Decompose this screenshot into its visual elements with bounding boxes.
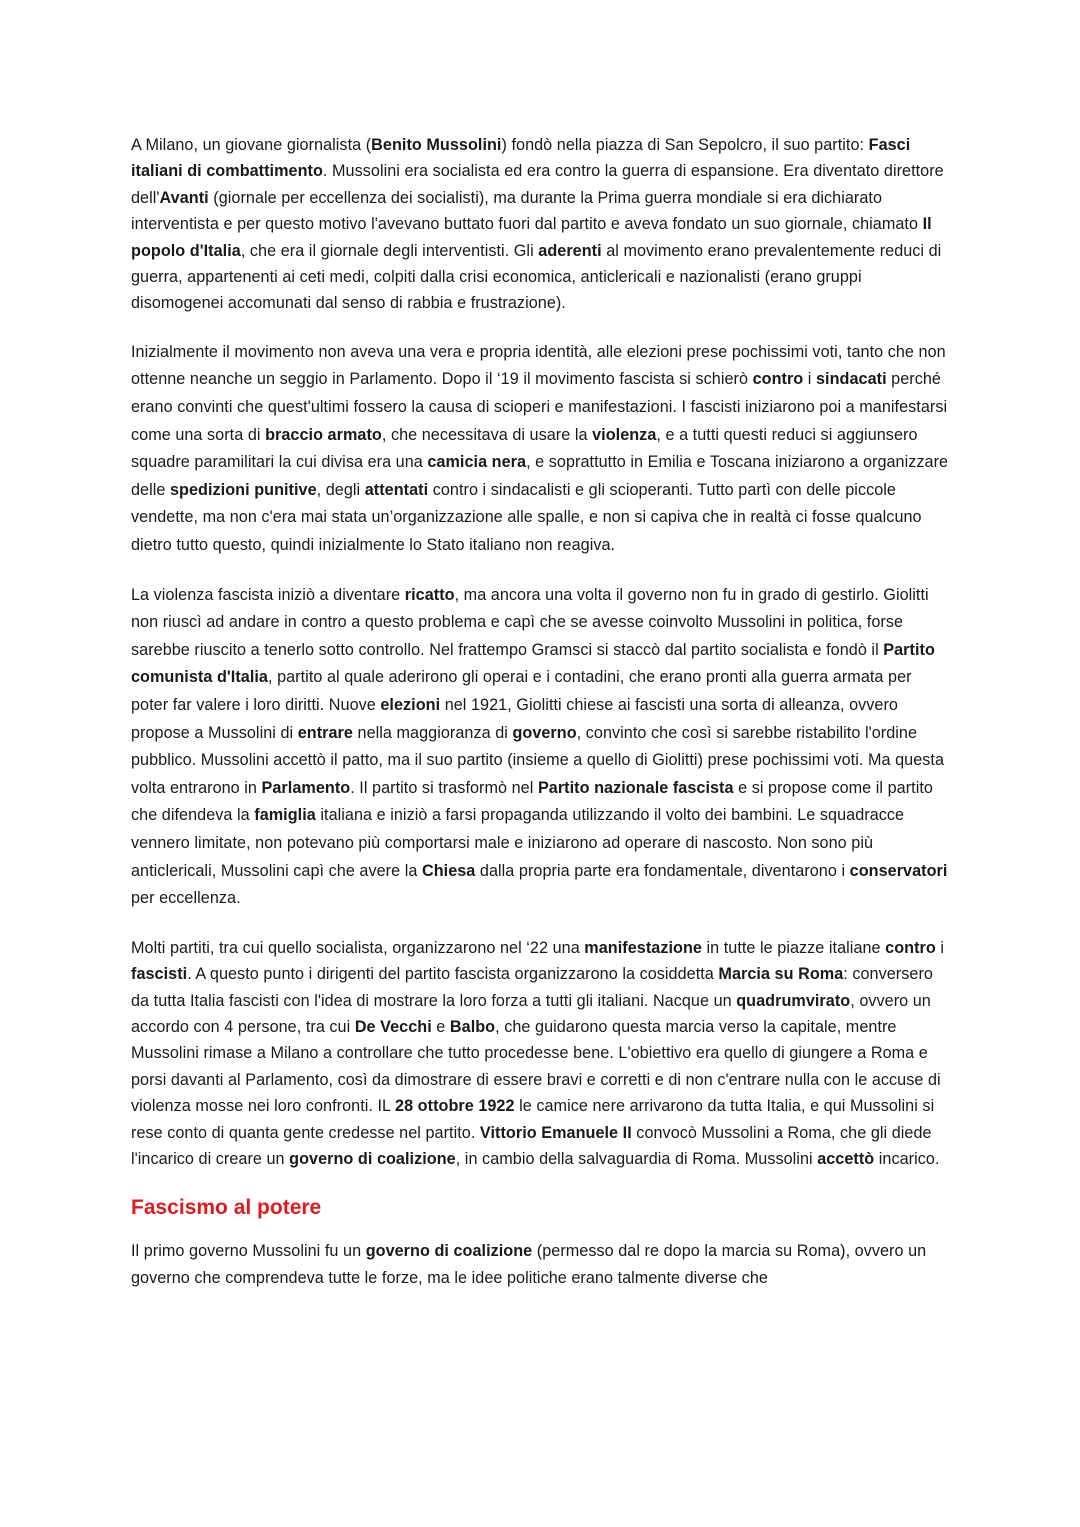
paragraph-early-movement: Inizialmente il movimento non aveva una vera e propria identità, alle elezioni prese pochissimi voti, tanto che non ottenne neanche un seggio in Parlamento. Dopo il ‘19 il movimento fascista si schierò contro i sindacati perché erano convinti che quest'ultimi fossero la causa di scioperi e manifestazioni. I fascisti iniziarono poi a manifestarsi come una sorta di braccio armato, che necessitava di usare la violenza, e a tutti questi reduci si aggiunsero squadre paramilitari la cui divisa era una camicia nera, e soprattutto in Emilia e Toscana iniziarono a organizzare delle spedizioni punitive, degli attentati contro i sindacalisti e gli scioperanti. Tutto partì con delle piccole vendette, ma non c'era mai stata un’organizzazione alle spalle, e non si capiva che in realtà ci fosse qualcuno dietro tutto questo, quindi inizialmente lo Stato italiano non reagiva. (131, 342, 949, 554)
bold-term: governo (512, 723, 577, 742)
bold-term: elezioni (380, 695, 441, 714)
bold-term: conservatori (849, 861, 948, 880)
bold-term: violenza (592, 425, 657, 444)
bold-term: Fasci italiani di combattimento (131, 136, 911, 181)
paragraph-first-government: Il primo governo Mussolini fu un governo di coalizione (permesso dal re dopo la marcia su Roma), ovvero un governo che comprendeva tutte le forze, ma le idee politiche erano talmente diverse che (131, 1242, 927, 1287)
bold-term: accettò (817, 1149, 875, 1168)
bold-term: Il popolo d'Italia (131, 215, 932, 260)
bold-term: Partito nazionale fascista (537, 778, 734, 797)
bold-term: Marcia su Roma (718, 965, 844, 984)
bold-term: ricatto (404, 585, 455, 604)
bold-term: camicia nera (427, 453, 527, 472)
bold-term: entrare (297, 723, 353, 742)
bold-term: attentati (364, 480, 429, 499)
bold-term: contro (885, 938, 936, 957)
bold-term: Vittorio Emanuele II (479, 1123, 632, 1142)
bold-term: Benito Mussolini (371, 136, 502, 154)
bold-term: contro (752, 370, 804, 389)
section-heading: Fascismo al potere (131, 1196, 322, 1220)
bold-term: Avanti (159, 188, 209, 207)
bold-term: De Vecchi (354, 1017, 432, 1036)
paragraph-fasci-founding: A Milano, un giovane giornalista (Benito Mussolini) fondò nella piazza di San Sepolcro, il suo partito: Fasci italiani di combattimento. Mussolini era socialista ed era contro la guerra di espansione. Era diventato direttore dell'Avanti (giornale per eccellenza dei socialisti), ma durante la Prima guerra mondiale si era dichiarato interventista e per questo motivo l'avevano buttato fuori dal partito e aveva fondato un suo giornale, chiamato Il popolo d'Italia, che era il giornale degli interventisti. Gli aderenti al movimento erano prevalentemente reduci di guerra, appartenenti ai ceti medi, colpiti dalla crisi economica, anticlericali e nazionalisti (erano gruppi disomogenei accomunati dal senso di rabbia e frustrazione). (131, 136, 944, 313)
bold-term: spedizioni punitive (170, 480, 317, 499)
bold-term: braccio armato (265, 425, 382, 444)
bold-term: governo di coalizione (365, 1242, 533, 1261)
bold-term: Balbo (449, 1017, 496, 1036)
bold-term: fascisti (131, 965, 188, 984)
bold-term: Parlamento (261, 778, 351, 797)
bold-term: Partito comunista d'Italia (131, 640, 935, 687)
bold-term: Chiesa (421, 861, 476, 880)
paragraph-blackmail-violence: La violenza fascista iniziò a diventare ricatto, ma ancora una volta il governo non fu in grado di gestirlo. Giolitti non riuscì ad andare in contro a questo problema e capì che se avesse coinvolto Mussolini in politica, forse sarebbe riuscito a tenerlo sotto controllo. Nel frattempo Gramsci si staccò dal partito socialista e fondò il Partito comunista d'Italia, partito al quale aderirono gli operai e i contadini, che erano pronti alla guerra armata per poter far valere i loro diritti. Nuove elezioni nel 1921, Giolitti chiese ai fascisti una sorta di alleanza, ovvero propose a Mussolini di entrare nella maggioranza di governo, convinto che così si sarebbe ristabilito l'ordine pubblico. Mussolini accettò il patto, ma il suo partito (insieme a quello di Giolitti) prese pochissimi voti. Ma questa volta entrarono in Parlamento. Il partito si trasformò nel Partito nazionale fascista e si propose come il partito che difendeva la famiglia italiana e iniziò a farsi propaganda utilizzando il volto dei bambini. Le squadracce vennero limitate, non potevano più comportarsi male e iniziarono ad operare di nascosto. Non sono più anticlericali, Mussolini capì che avere la Chiesa dalla propria parte era fondamentale, diventarono i conservatori per eccellenza. (131, 585, 948, 908)
document-page (131, 132, 953, 1313)
bold-term: manifestazione (584, 938, 702, 957)
bold-term: aderenti (538, 241, 602, 260)
bold-term: famiglia (254, 806, 316, 825)
bold-term: quadrumvirato (736, 991, 851, 1010)
bold-term: 28 ottobre 1922 (395, 1097, 515, 1116)
paragraph-march-on-rome: Molti partiti, tra cui quello socialista, organizzarono nel ‘22 una manifestazione in tutte le piazze italiane contro i fascisti. A questo punto i dirigenti del partito fascista organizzarono la cosiddetta Marcia su Roma: conversero da tutta Italia fascisti con l'idea di mostrare la loro forza a tutti gli italiani. Nacque un quadrumvirato, ovvero un accordo con 4 persone, tra cui De Vecchi e Balbo, che guidarono questa marcia verso la capitale, mentre Mussolini rimase a Milano a controllare che tutto procedesse bene. L'obiettivo era quello di giungere a Roma e porsi davanti al Parlamento, così da dimostrare di essere bravi e corretti e di non c'entrare nulla con le accuse di violenza mosse nei loro confronti. IL 28 ottobre 1922 le camice nere arrivarono da tutta Italia, e qui Mussolini si rese conto di quanta gente credesse nel partito. Vittorio Emanuele II convocò Mussolini a Roma, che gli diede l'incarico di creare un governo di coalizione, in cambio della salvaguardia di Roma. Mussolini accettò incarico. (131, 938, 945, 1168)
bold-term: sindacati (816, 370, 887, 389)
bold-term: governo di coalizione (289, 1149, 456, 1168)
